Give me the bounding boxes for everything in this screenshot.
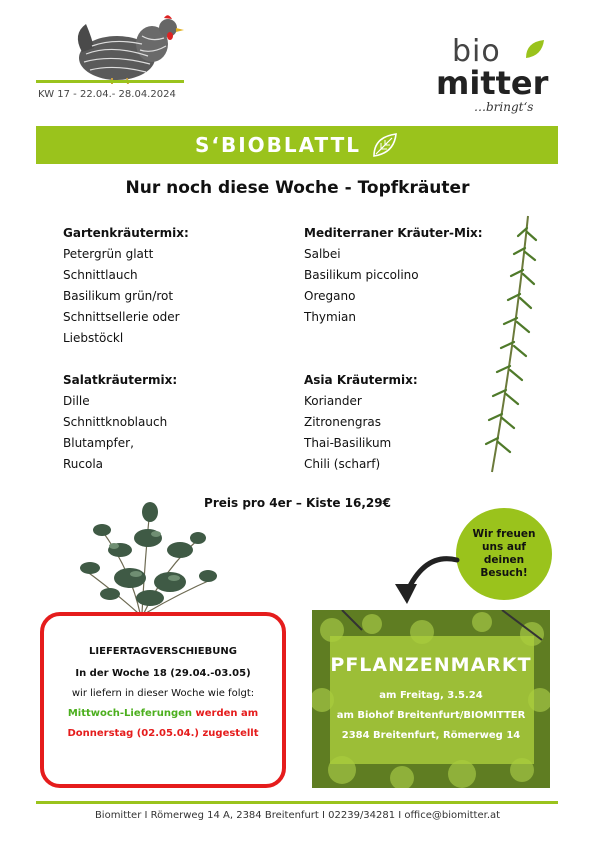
- herb-item: Rucola: [63, 457, 104, 471]
- notice-line: wir liefern in dieser Woche wie folgt:: [71, 688, 255, 699]
- herb-item: Petergrün glatt: [63, 247, 154, 261]
- price-line: Preis pro 4er – Kiste 16,29€: [204, 496, 391, 510]
- logo-tagline: …bringt‘s: [474, 100, 534, 114]
- herb-item: Koriander: [304, 394, 362, 408]
- herb-group-salat: [63, 370, 177, 475]
- bubble-line: Besuch!: [480, 567, 528, 579]
- herb-item: Basilikum piccolino: [304, 268, 419, 282]
- notice-red-1: werden am: [192, 708, 259, 719]
- herb-group-mediterran: [304, 223, 483, 328]
- herb-group-asia: [304, 370, 418, 475]
- header-accent-line: [36, 80, 184, 83]
- delivery-notice: [40, 612, 286, 788]
- logo-leaf-icon: [524, 38, 546, 60]
- notice-week: In der Woche 18 (29.04.-03.05): [75, 668, 251, 679]
- market-line: 2384 Breitenfurt, Römerweg 14: [341, 730, 521, 741]
- bubble-line: uns auf: [482, 541, 526, 553]
- herb-group-title: Gartenkräutermix:: [63, 226, 189, 240]
- herb-group-title: Salatkräutermix:: [63, 373, 178, 387]
- herb-group-garten: [63, 223, 189, 349]
- notice-green: Mittwoch-Lieferungen: [67, 708, 193, 719]
- rosemary-image: [478, 214, 538, 476]
- week-label: KW 17 - 22.04.- 28.04.2024: [38, 89, 176, 100]
- market-line: am Freitag, 3.5.24: [379, 690, 483, 701]
- herb-group-title: Mediterraner Kräuter-Mix:: [304, 226, 483, 240]
- herb-item: Dille: [63, 394, 90, 408]
- thyme-image: [70, 498, 220, 613]
- page-headline: Nur noch diese Woche - Topfkräuter: [125, 178, 470, 198]
- market-line: am Biohof Breitenfurt/BIOMITTER: [336, 710, 526, 721]
- bubble-line: deinen: [483, 554, 525, 566]
- leaf-icon: [371, 131, 399, 159]
- notice-title: LIEFERTAGVERSCHIEBUNG: [89, 646, 237, 657]
- logo-bio: bio: [452, 34, 501, 69]
- curved-arrow-icon: [385, 550, 465, 610]
- herb-item: Thai-Basilikum: [304, 436, 392, 450]
- biomitter-logo: [436, 34, 566, 114]
- herb-item: Schnittsellerie oder: [63, 310, 180, 324]
- herb-item: Schnittlauch: [63, 268, 138, 282]
- herb-item: Oregano: [304, 289, 356, 303]
- herb-item: Liebstöckl: [63, 331, 124, 345]
- banner-title: S‘BIOBLATTL: [194, 133, 362, 157]
- plant-market-box: [312, 610, 550, 788]
- bubble-line: Wir freuen: [472, 528, 536, 540]
- market-title: PFLANZENMARKT: [330, 654, 532, 676]
- logo-mitter: mitter: [436, 64, 549, 102]
- notice-red-2: Donnerstag (02.05.04.) zugestellt: [67, 728, 259, 739]
- herb-item: Blutampfer,: [63, 436, 134, 450]
- visit-bubble: [456, 508, 552, 600]
- footer-accent-line: [36, 801, 558, 804]
- herb-item: Zitronengras: [304, 415, 382, 429]
- herb-item: Basilikum grün/rot: [63, 289, 174, 303]
- herb-item: Schnittknoblauch: [63, 415, 168, 429]
- footer-contact: Biomitter I Römerweg 14 A, 2384 Breitenfurt I 02239/34281 I office@biomitter.at: [94, 810, 501, 821]
- herb-item: Chili (scharf): [304, 457, 381, 471]
- herb-item: Thymian: [304, 310, 357, 324]
- title-banner: [36, 126, 558, 164]
- herb-group-title: Asia Kräutermix:: [304, 373, 418, 387]
- notice-change: [44, 708, 282, 719]
- herb-item: Salbei: [304, 247, 341, 261]
- hen-image: [72, 14, 192, 84]
